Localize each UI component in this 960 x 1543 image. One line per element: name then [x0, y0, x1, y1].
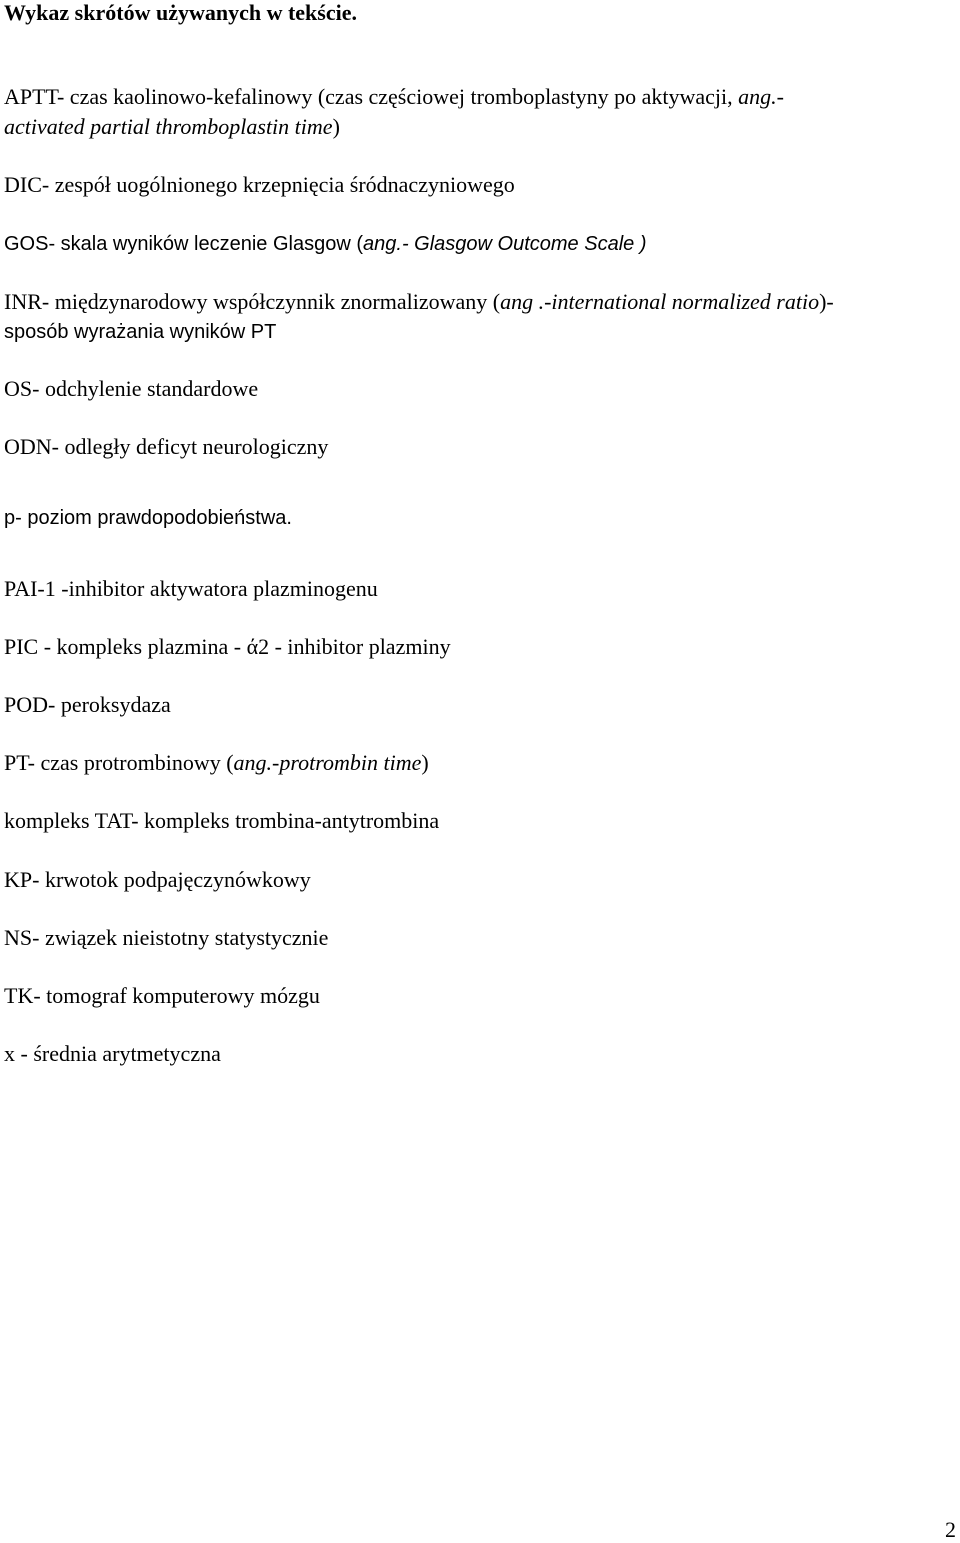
abbreviation-p: p- poziom prawdopodobieństwa. [4, 507, 292, 529]
aptt-definition: APTT- czas kaolinowo-kefalinowy (czas częściowej tromboplastyny po aktywacji, [4, 84, 739, 109]
page-number: 2 [945, 1517, 956, 1542]
page-title: Wykaz skrótów używanych w tekście. [4, 0, 357, 25]
inr-english-term: ang .-international normalized ratio [500, 289, 820, 314]
abbreviation-os: OS- odchylenie standardowe [4, 376, 259, 401]
abbreviation-odn: ODN- odległy deficyt neurologiczny [4, 434, 329, 459]
gos-definition: GOS- skala wyników leczenie Glasgow ( [4, 233, 364, 255]
pt-english-term: ang.-protrombin time [233, 750, 422, 775]
aptt-closing: ) [332, 114, 340, 139]
abbreviation-pod: POD- peroksydaza [4, 692, 171, 717]
inr-closing: )- [819, 289, 834, 314]
aptt-ang-label: ang.- [738, 84, 784, 109]
abbreviation-dic: DIC- zespół uogólnionego krzepnięcia śródnaczyniowego [4, 172, 515, 197]
gos-english-term: ang.- Glasgow Outcome Scale ) [363, 233, 647, 255]
abbreviation-kp: KP- krwotok podpajęczynówkowy [4, 867, 311, 892]
abbreviation-tk: TK- tomograf komputerowy mózgu [4, 983, 320, 1008]
abbreviation-gos [4, 229, 646, 259]
abbreviation-pic: PIC - kompleks plazmina - ά2 - inhibitor plazminy [4, 634, 451, 659]
abbreviation-tat: kompleks TAT- kompleks trombina-antytrombina [4, 808, 440, 833]
abbreviation-x: x - średnia arytmetyczna [4, 1041, 221, 1066]
abbreviation-aptt-continued [4, 112, 340, 142]
inr-definition: INR- międzynarodowy współczynnik znormalizowany ( [4, 289, 501, 314]
aptt-english-term: activated partial thromboplastin time [4, 114, 333, 139]
abbreviation-ns: NS- związek nieistotny statystycznie [4, 925, 329, 950]
pt-closing: ) [421, 750, 429, 775]
pt-definition: PT- czas protrombinowy ( [4, 750, 234, 775]
abbreviation-inr [4, 287, 834, 317]
abbreviation-pt [4, 748, 429, 778]
abbreviation-pai: PAI-1 -inhibitor aktywatora plazminogenu [4, 576, 378, 601]
abbreviation-inr-continued: sposób wyrażania wyników PT [4, 321, 277, 343]
abbreviation-aptt [4, 82, 784, 112]
